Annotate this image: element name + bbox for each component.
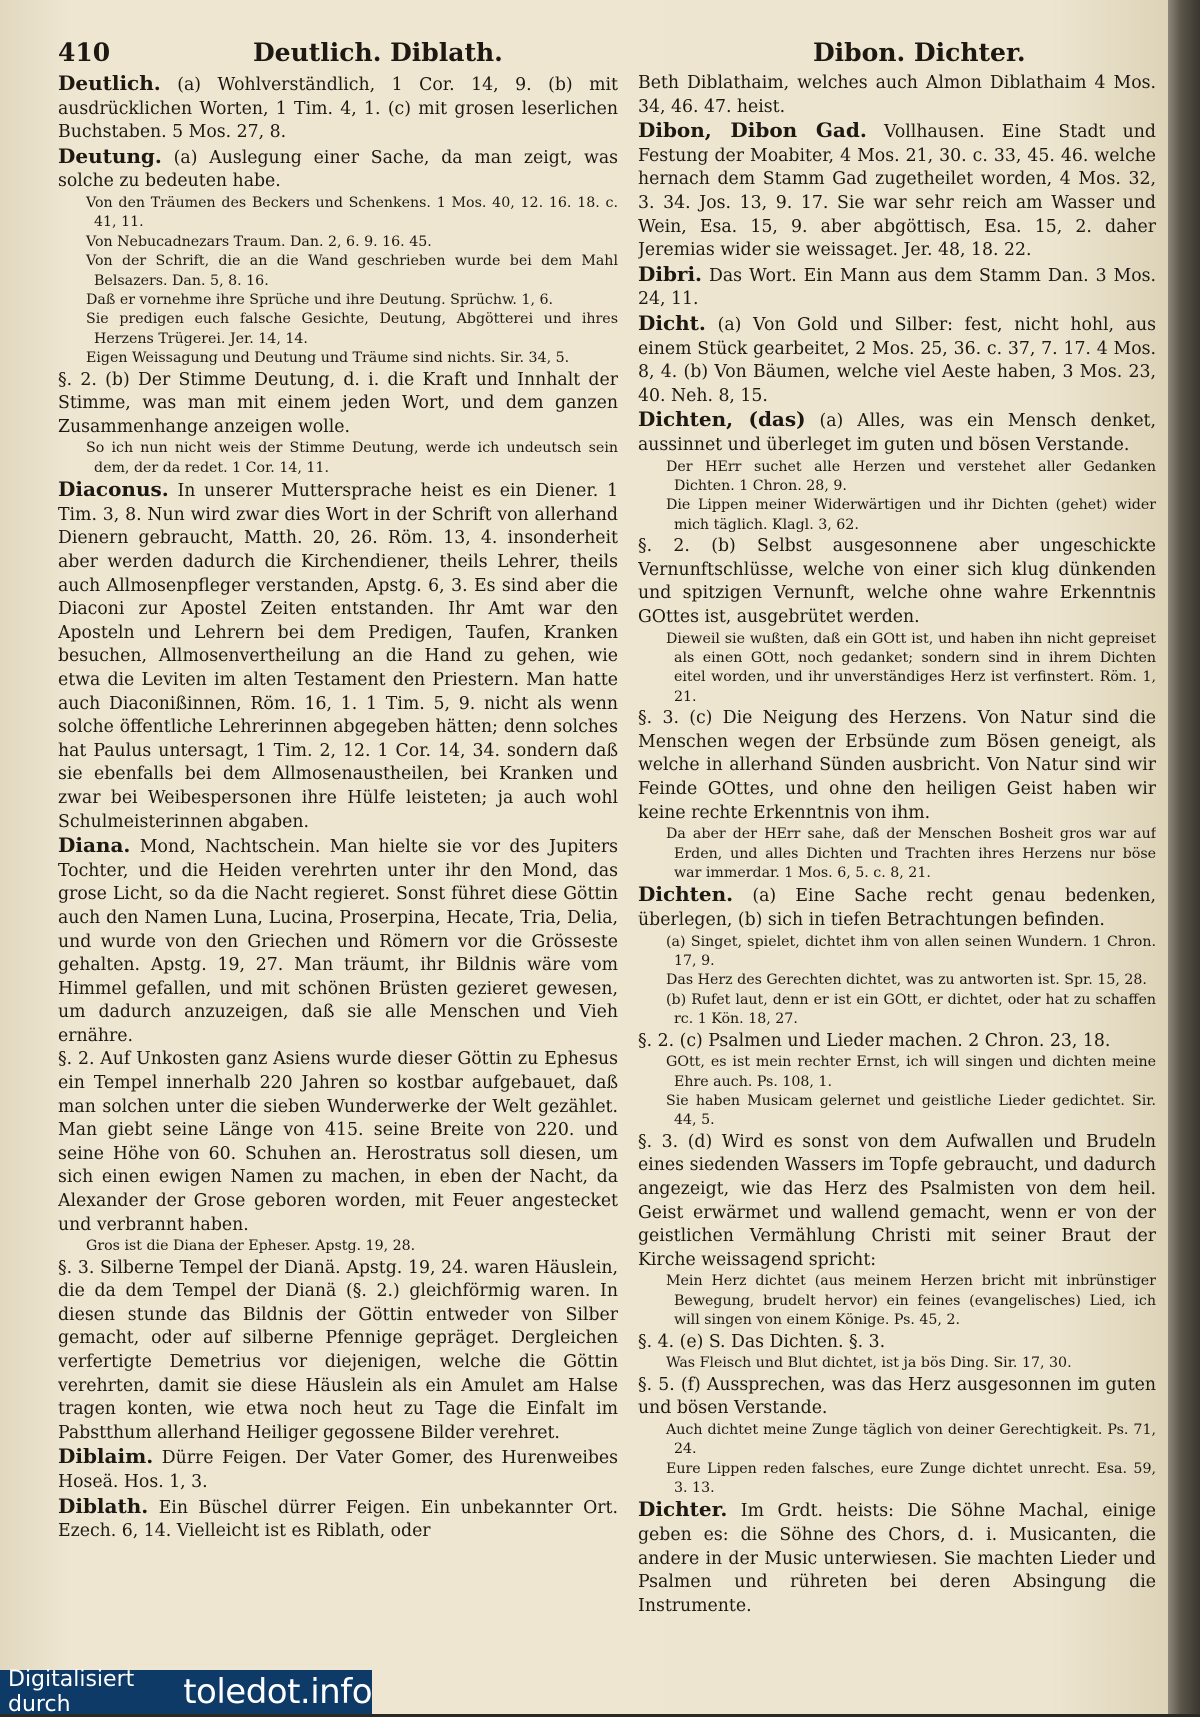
scripture-quote: Daß er vornehme ihre Sprüche und ihre Deutung. Sprüchw. 1, 6.	[86, 292, 554, 308]
entry-text: §. 2. Auf Unkosten ganz Asiens wurde dieser Göttin zu Ephesus ein Tempel innerhalb 220 Jahren so kostbar aufgebauet, daß man solchen unter die sieben Wunderwerke der Welt gezählet. Man giebt seine Länge von 415. seine Breite von 220. und seine Höhe von 60. Schuhen an. Herostratus soll diesen, um sich einen ewigen Namen zu machen, in eben der Nacht, da Alexander der Grose geboren worden, mit Feuer angestecket und verbrannt haben.	[58, 1049, 618, 1235]
scripture-quote: Eigen Weissagung und Deutung und Träume sind nichts. Sir. 34, 5.	[86, 350, 570, 367]
entry-text: (a) Von Gold und Silber: fest, nicht hohl, aus einem Stück gearbeitet, 2 Mos. 25, 36. c. 37, 7. 17. 4 Mos. 8, 4. (b) Von Bäumen, welche viel Aeste haben, 3 Mos. 23, 40. Neh. 8, 15.	[638, 314, 1156, 406]
scripture-quote: Da aber der HErr sahe, daß der Menschen Bosheit gros war auf Erden, und alles Dichten und Trachten ihres Herzens nur böse war immerdar. 1 Mos. 6, 5. c. 8, 21.	[666, 826, 1156, 881]
catchword-right: Dibon. Dichter.	[813, 38, 1026, 67]
dictionary-entry	[58, 834, 618, 1048]
dictionary-entry	[638, 1331, 1156, 1355]
dictionary-entry	[58, 1048, 618, 1237]
entry-lemma: Dibri.	[638, 261, 703, 286]
entry-text: Beth Diblathaim, welches auch Almon Diblathaim 4 Mos. 34, 46. 47. heist.	[638, 73, 1156, 117]
entry-text: Vollhausen. Eine Stadt und Festung der Moabiter, 4 Mos. 21, 30. c. 33, 45. 46. welche hernach dem Stamm Gad zugetheilet worden, 4 Mos. 32, 3. 34. Jos. 13, 9. 17. Sie war sehr reich am Wasser und Wein, Esa. 15, 9. aber abgöttisch, Esa. 15, 2. daher Jeremias wider sie weissaget. Jer. 48, 18. 22.	[638, 122, 1156, 261]
dictionary-entry	[58, 1495, 618, 1544]
dictionary-entry	[58, 72, 618, 145]
entry-text: (a) Alles, was ein Mensch denket, aussinnet und überleget im guten und bösen Verstande.	[638, 411, 1156, 455]
entry-lemma: Dichten.	[638, 882, 734, 907]
entry-lemma: Dichter.	[638, 1497, 728, 1522]
scripture-quote: Der HErr suchet alle Herzen und verstehet aller Gedanken Dichten. 1 Chron. 28, 9.	[666, 458, 1156, 494]
entry-lemma: Deutlich.	[58, 72, 161, 95]
scripture-quote: (a) Singet, spielet, dichtet ihm von allen seinen Wundern. 1 Chron. 17, 9.	[666, 933, 1156, 969]
entry-text: Das Wort. Ein Mann aus dem Stamm Dan. 3 Mos. 24, 11.	[638, 265, 1156, 310]
entry-text: (a) Eine Sache recht genau bedenken, überlegen, (b) sich in tiefen Betrachtungen befinden.	[638, 886, 1156, 930]
scripture-quote: Die Lippen meiner Widerwärtigen und ihr Dichten (gehet) wider mich täglich. Klagl. 3, 62.	[666, 497, 1156, 533]
dictionary-entry	[638, 535, 1156, 629]
scripture-quote: Gros ist die Diana der Epheser. Apstg. 19, 28.	[86, 1238, 416, 1255]
entry-lemma: Dicht.	[638, 310, 706, 335]
scripture-quote: Eure Lippen reden falsches, eure Zunge dichtet unrecht. Esa. 59, 3. 13.	[666, 1460, 1156, 1496]
dictionary-entry	[638, 1374, 1156, 1421]
scripture-quote: Von der Schrift, die an die Wand geschrieben wurde bei dem Mahl Belsazers. Dan. 5, 8. 16.	[86, 253, 618, 289]
dictionary-entry	[58, 1257, 618, 1446]
entry-text: §. 3. Silberne Tempel der Dianä. Apstg. 19, 24. waren Häuslein, die da dem Tempel der Dianä (§. 2.) gleichförmig waren. In diesen stunde das Bildnis der Göttin entweder von Silber gemacht, oder auf silberne Pfennige gepräget. Dergleichen verfertigte Demetrius vor diejenigen, welche die Göttin verehrten, damit sie diese Häuslein als ein Amulet am Halse tragen konten, wie etwa noch heut zu Tage die Einfalt im Pabstthum allerhand Heiliger gegossene Bilder verehret.	[58, 1257, 618, 1443]
dictionary-entry	[638, 263, 1156, 312]
entry-text: (a) Auslegung einer Sache, da man zeigt, was solche zu bedeuten habe.	[58, 147, 618, 192]
scripture-quote: Das Herz des Gerechten dichtet, was zu antworten ist. Spr. 15, 28.	[666, 972, 1147, 989]
dictionary-entry	[638, 707, 1156, 825]
entry-text: Ein Büschel dürrer Feigen. Ein unbekannter Ort. Ezech. 6, 14. Vielleicht ist es Riblath, oder	[58, 1497, 618, 1542]
dictionary-entry	[638, 408, 1156, 457]
catchword-left: Deutlich. Diblath.	[253, 38, 503, 67]
entry-text: In unserer Muttersprache heist es ein Diener. 1 Tim. 3, 8. Nun wird zwar dies Wort in der Schrift von allerhand Dienern gebraucht, Matth. 20, 26. Röm. 13, 4. insonderheit aber werden dadurch die Kirchendiener, theils Lehrer, theils auch Allmosenpfleger verstanden, Apstg. 6, 3. Es sind aber die Diaconi zur Apostel Zeiten entstanden. Ihr Amt war den Aposteln und Lehrern bei dem Predigen, Taufen, Kranken besuchen, Allmosenvertheilung an die Hand zu gehen, wie etwa die Leviten im alten Testament den Priestern. Man hatte auch Diaconißinnen, Röm. 16, 1. 1 Tim. 5, 9. nicht als wenn solche öffentliche Lehrerinnen abgegeben hätten; denn solches hat Paulus untersagt, 1 Tim. 2, 12. 1 Cor. 14, 34. sondern daß sie ebenfalls bei dem Allmosenaustheilen, bei Kranken und zwar bei Weibespersonen ihre Hülfe leisteten; ja auch wohl Schulmeisterinnen abgaben.	[58, 481, 618, 832]
scripture-quote: Dieweil sie wußten, daß ein GOtt ist, und haben ihn nicht gepreiset als einen GOtt, noch gedanket; sondern sind in ihrem Dichten eitel worden, und ihr unverständiges Herz ist verfinstert. Röm. 1, 21.	[666, 630, 1156, 705]
entry-text: §. 5. (f) Aussprechen, was das Herz ausgesonnen im guten und bösen Verstande.	[638, 1374, 1156, 1419]
left-column	[58, 72, 618, 1684]
entry-text: Im Grdt. heists: Die Söhne Machal, einige geben es: die Söhne des Chors, d. i. Musicanten, die andere in der Music unterwiesen. Sie machten Lieder und Psalmen und rühreten bei deren Absingung die Instrumente.	[638, 1501, 1156, 1616]
entry-text: §. 3. (c) Die Neigung des Herzens. Von Natur sind die Menschen wegen der Erbsünde zum Bösen geneigt, als welche in allerhand Sünden ausbricht. Von Natur sind wir Feinde GOttes, und ohne den heiligen Geist haben wir keine rechte Erkenntnis von ihm.	[638, 708, 1156, 823]
dictionary-entry	[638, 312, 1156, 408]
dictionary-entry	[638, 1131, 1156, 1273]
page-header	[58, 38, 1158, 72]
entry-lemma: Diblaim.	[58, 1444, 154, 1469]
scripture-quote: Sie predigen euch falsche Gesichte, Deutung, Abgötterei und ihres Herzens Trügerei. Jer. 14, 14.	[86, 311, 618, 347]
entry-lemma: Diaconus.	[58, 477, 169, 502]
dictionary-entry	[58, 1445, 618, 1494]
entry-text: Mond, Nachtschein. Man hielte sie vor des Jupiters Tochter, und die Heiden verehrten unter ihr den Mond, das grose Licht, so da die Nacht regieret. Sonst führet diese Göttin auch den Namen Luna, Lucina, Proserpina, Hecate, Tria, Delia, und wurde von den Griechen und Römern vor die Grösseste gehalten. Apstg. 19, 27. Man träumt, ihr Bildnis wäre vom Himmel gefallen, und mit schönen Brüsten gezieret gewesen, um dadurch anzuzeigen, daß sie alle Menschen und Vieh ernähre.	[58, 837, 618, 1046]
banner-prefix: Digitalisiert durch	[8, 1667, 135, 1717]
scripture-quote: Von den Träumen des Beckers und Schenkens. 1 Mos. 40, 12. 16. 18. c. 41, 11.	[86, 194, 618, 231]
scripture-quote: GOtt, es ist mein rechter Ernst, ich will singen und dichten meine Ehre auch. Ps. 108, 1.	[666, 1054, 1156, 1090]
dictionary-entry	[638, 1498, 1156, 1618]
scripture-quote: Mein Herz dichtet (aus meinem Herzen bricht mit inbrünstiger Bewegung, brudelt hervor) ein feines (evangelisches) Lied, ich will singen von einem Könige. Ps. 45, 2.	[666, 1273, 1156, 1329]
page-edge	[1168, 0, 1200, 1714]
entry-text: §. 4. (e) S. Das Dichten. §. 3.	[638, 1331, 886, 1352]
entry-lemma: Deutung.	[58, 143, 162, 168]
entry-lemma: Dibon, Dibon Gad.	[638, 118, 867, 143]
entry-text: §. 2. (c) Psalmen und Lieder machen. 2 Chron. 23, 18.	[638, 1030, 1111, 1051]
scripture-quote: Was Fleisch und Blut dichtet, ist ja bös Ding. Sir. 17, 30.	[666, 1355, 1072, 1372]
banner-brand[interactable]: toledot.info	[183, 1672, 372, 1712]
dictionary-entry	[58, 369, 618, 440]
scripture-quote: Von Nebucadnezars Traum. Dan. 2, 6. 9. 16. 45.	[86, 233, 432, 250]
entry-lemma: Dichten, (das)	[638, 407, 806, 432]
digitization-banner[interactable]	[0, 1667, 372, 1717]
entry-text: §. 3. (d) Wird es sonst von dem Aufwallen und Brudeln eines siedenden Wassers im Topfe gebraucht, und dadurch angezeigt, wie das Herz des Psalmisten von dem heil. Geist erwärmet und wallend gemacht, wenn er von der geistlichen Vermählung Christi mit seiner Braut der Kirche weissagend spricht:	[638, 1131, 1156, 1270]
dictionary-entry	[638, 72, 1156, 119]
dictionary-entry	[58, 478, 618, 834]
entry-text: §. 2. (b) Der Stimme Deutung, d. i. die Kraft und Innhalt der Stimme, was man mit einem jeden Wort, und dem ganzen Zusammenhange anzeigen wolle.	[58, 369, 618, 437]
entry-lemma: Diana.	[58, 833, 131, 858]
entry-text: §. 2. (b) Selbst ausgesonnene aber ungeschickte Vernunftschlüsse, welche von einer sich klug dünkenden und spitzigen Vernunft, welche ohne wahre Erkenntnis GOttes ist, ausgebrütet werden.	[638, 536, 1156, 627]
dictionary-entry	[638, 1030, 1156, 1054]
scripture-quote: Auch dichtet meine Zunge täglich von deiner Gerechtigkeit. Ps. 71, 24.	[666, 1421, 1156, 1458]
entry-text: Dürre Feigen. Der Vater Gomer, des Hurenweibes Hoseä. Hos. 1, 3.	[58, 1448, 618, 1492]
dictionary-entry	[58, 145, 618, 194]
scripture-quote: Sie haben Musicam gelernet und geistliche Lieder gedichtet. Sir. 44, 5.	[666, 1092, 1156, 1129]
right-column	[638, 72, 1156, 1684]
scripture-quote: So ich nun nicht weis der Stimme Deutung, werde ich undeutsch sein dem, der da redet. 1 Cor. 14, 11.	[86, 440, 618, 476]
dictionary-entry	[638, 883, 1156, 932]
dictionary-entry	[638, 119, 1156, 263]
entry-lemma: Diblath.	[58, 1493, 149, 1518]
scripture-quote: (b) Rufet laut, denn er ist ein GOtt, er dichtet, oder hat zu schaffen rc. 1 Kön. 18, 27.	[666, 991, 1156, 1028]
entry-text: (a) Wohlverständlich, 1 Cor. 14, 9. (b) mit ausdrücklichen Worten, 1 Tim. 4, 1. (c) mit grosen leserlichen Buchstaben. 5 Mos. 27, 8.	[58, 75, 618, 143]
page-number: 410	[58, 38, 111, 67]
